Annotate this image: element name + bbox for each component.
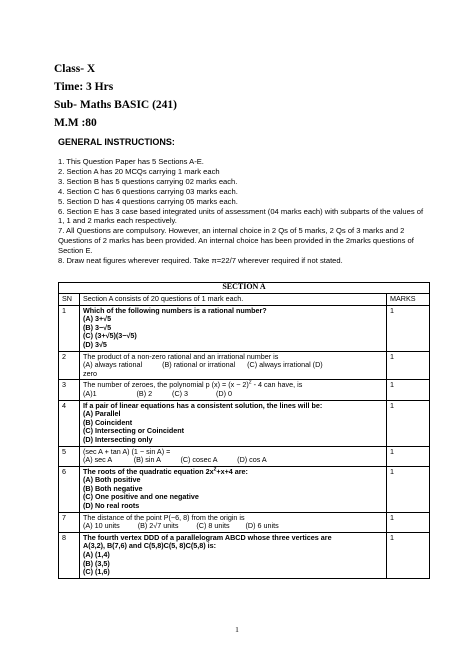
- option-a: (A) 3+√5: [83, 314, 112, 324]
- question-text-part: The number of zeroes, the polynomial p (x) = (x − 2): [83, 380, 249, 390]
- question-cell: [80, 351, 387, 380]
- option-b: (B) Both negative: [83, 483, 143, 493]
- class-label: Class- X: [54, 63, 96, 75]
- instruction-item: 4. Section C has 6 questions carrying 03 marks each.: [58, 186, 238, 196]
- subject-label: Sub- Maths BASIC (241): [54, 99, 178, 111]
- question-number: 3: [59, 380, 80, 400]
- options-line: zero: [83, 368, 97, 378]
- instruction-item: 6. Section E has 3 case based integrated units of assessment (04 marks each) with subparts of the values of 1, 1 and 2 marks each respectively.: [58, 206, 424, 226]
- question-cell: [80, 446, 387, 466]
- paper-header: [54, 60, 177, 132]
- question-marks: 1: [387, 380, 430, 400]
- question-number: 7: [59, 512, 80, 532]
- instruction-item: 8. Draw neat figures wherever required. Take π=22/7 wherever required if not stated.: [58, 256, 343, 266]
- exponent: 2: [248, 379, 252, 386]
- question-text: The distance of the point P(−6, 8) from the origin is: [83, 512, 245, 522]
- section-title-row: [59, 283, 430, 294]
- table-row: [59, 400, 430, 446]
- instruction-item: 7. All Questions are compulsory. However, an internal choice in 2 Qs of 5 marks, 2 Qs of 3 marks and 2 Questions of 2 marks has been provided. An internal choice has been provided in the 2marks questions of Section E.: [58, 226, 414, 256]
- options-line: (A) sec A (B) sin A (C) cosec A (D) cos A: [83, 455, 267, 465]
- options-line: (A)1 (B) 2 (C) 3 (D) 0: [83, 388, 232, 398]
- question-number: 5: [59, 446, 80, 466]
- marks-header: MARKS: [387, 294, 430, 306]
- question-cell: [80, 466, 387, 512]
- question-marks: 1: [387, 446, 430, 466]
- sn-header: SN: [59, 294, 80, 306]
- question-text-part: - 4 can have, is: [251, 380, 303, 390]
- instruction-item: 5. Section D has 4 questions carrying 05 marks each.: [58, 196, 238, 206]
- question-marks: 1: [387, 466, 430, 512]
- question-text: (sec A + tan A) (1 − sin A) =: [83, 446, 171, 456]
- question-text: The product of a non-zero rational and an irrational number is: [83, 351, 279, 361]
- option-a: (A) Parallel: [83, 409, 121, 419]
- table-header-row: [59, 294, 430, 306]
- question-cell: [80, 512, 387, 532]
- question-number: 1: [59, 305, 80, 351]
- table-row: [59, 446, 430, 466]
- page-number: 1: [235, 625, 239, 634]
- question-cell: [80, 305, 387, 351]
- question-marks: 1: [387, 351, 430, 380]
- option-c: (C) One positive and one negative: [83, 492, 199, 502]
- question-marks: 1: [387, 400, 430, 446]
- option-a: (A) (1,4): [83, 550, 110, 560]
- table-row: [59, 305, 430, 351]
- option-d: (D) No real roots: [83, 501, 140, 511]
- table-row: [59, 380, 430, 400]
- instruction-item: 2. Section A has 20 MCQs carrying 1 mark each: [58, 166, 220, 176]
- question-text: If a pair of linear equations has a consistent solution, the lines will be:: [83, 400, 323, 410]
- instruction-item: 3. Section B has 5 questions carrying 02 marks each.: [58, 176, 238, 186]
- option-b: (B) Coincident: [83, 417, 133, 427]
- question-marks: 1: [387, 512, 430, 532]
- question-number: 4: [59, 400, 80, 446]
- description-header: Section A consists of 20 questions of 1 mark each.: [80, 294, 387, 306]
- question-number: 8: [59, 532, 80, 578]
- table-row: [59, 532, 430, 578]
- option-c: (C) (1,6): [83, 567, 110, 577]
- instruction-item: 1. This Question Paper has 5 Sections A-E.: [58, 157, 204, 166]
- option-a: (A) Both positive: [83, 475, 141, 485]
- table-row: [59, 466, 430, 512]
- question-cell: [80, 532, 387, 578]
- question-cell: [80, 380, 387, 400]
- question-number: 6: [59, 466, 80, 512]
- option-d: (D) 3√5: [83, 339, 107, 349]
- section-title: SECTION A: [59, 283, 430, 294]
- question-marks: 1: [387, 305, 430, 351]
- max-marks-label: M.M :80: [54, 117, 97, 129]
- option-b: (B) 3−√5: [83, 322, 112, 332]
- question-text: Which of the following numbers is a rational number?: [83, 305, 267, 315]
- table-row: [59, 512, 430, 532]
- option-c: (C) Intersecting or Coincident: [83, 426, 185, 436]
- question-marks: 1: [387, 532, 430, 578]
- instructions-list: [58, 157, 430, 266]
- option-c: (C) (3+√5)(3−√5): [83, 331, 137, 341]
- option-b: (B) (3,5): [83, 558, 110, 568]
- options-line: (A) always rational (B) rational or irrational (C) always irrational (D): [83, 360, 323, 370]
- table-row: [59, 351, 430, 380]
- section-a-table: [58, 282, 430, 579]
- question-text: A(3,2), B(7,6) and C(5,8)C(5, 8)C(5,8) is:: [83, 541, 216, 551]
- question-number: 2: [59, 351, 80, 380]
- options-line: (A) 10 units (B) 2√7 units (C) 8 units (D) 6 units: [83, 521, 279, 531]
- instructions-title: GENERAL INSTRUCTIONS:: [58, 137, 175, 147]
- question-cell: [80, 400, 387, 446]
- question-text: The fourth vertex DDD of a parallelogram ABCD whose three vertices are: [83, 532, 332, 542]
- question-text-part: The roots of the quadratic equation 2x: [83, 466, 214, 476]
- time-label: Time: 3 Hrs: [54, 81, 114, 93]
- exponent: 2: [213, 466, 217, 473]
- option-d: (D) Intersecting only: [83, 434, 153, 444]
- question-text-part: +x+4 are:: [216, 466, 248, 476]
